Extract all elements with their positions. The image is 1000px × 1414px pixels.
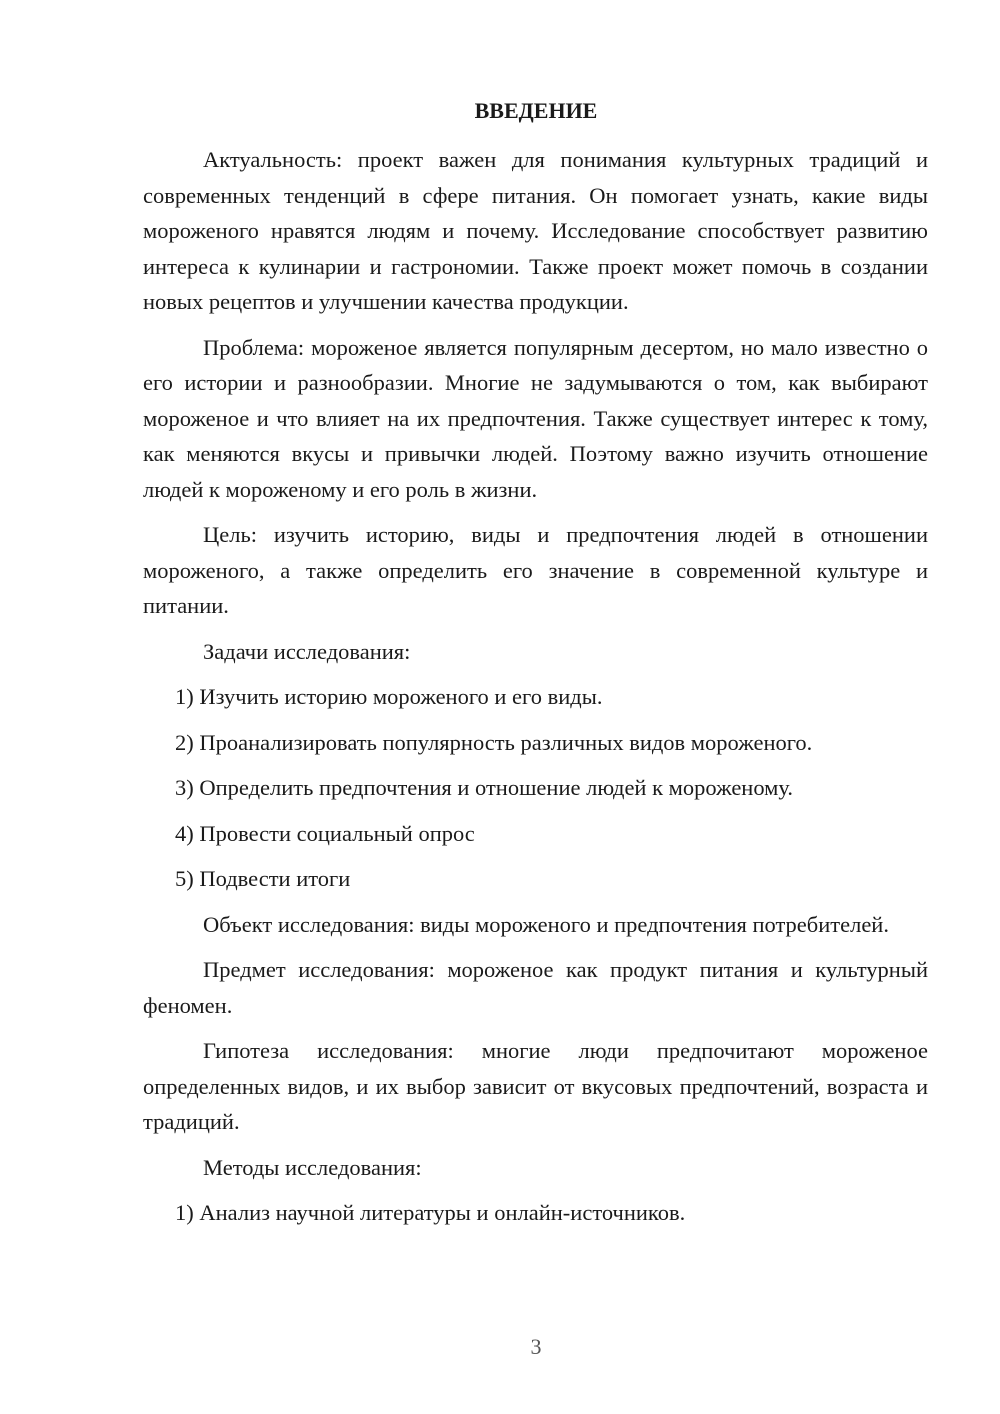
list-item: 3) Определить предпочтения и отношение людей к мороженому. — [175, 775, 794, 800]
methods-heading: Методы исследования: — [203, 1154, 422, 1180]
tasks-heading: Задачи исследования: — [203, 638, 411, 664]
methods-list — [143, 1195, 928, 1231]
subject-paragraph: Предмет исследования: мороженое как продукт питания и культурный феномен. — [143, 957, 928, 1018]
document-body — [143, 142, 928, 1241]
list-item: 4) Провести социальный опрос — [175, 820, 475, 846]
list-item: 2) Проанализировать популярность различных видов мороженого. — [175, 729, 813, 755]
list-item: 5) Подвести итоги — [175, 866, 351, 891]
page-number: 3 — [530, 1334, 542, 1359]
hypothesis-paragraph: Гипотеза исследования: многие люди предпочитают мороженое определенных видов, и их выбор зависит от вкусовых предпочтений, возраста и традиций. — [143, 1038, 928, 1134]
relevance-paragraph: Актуальность: проект важен для понимания культурных традиций и современных тенденций в сфере питания. Он помогает узнать, какие виды мороженого нравятся людям и почему. Исследование способствует развитию интереса к кулинарии и гастрономии. Также проект может помочь в создании новых рецептов и улучшении качества продукции. — [143, 147, 928, 314]
goal-paragraph: Цель: изучить историю, виды и предпочтения людей в отношении мороженого, а также определить его значение в современной культуре и питании. — [143, 522, 928, 618]
section-heading: ВВЕДЕНИЕ — [474, 98, 598, 123]
list-item: 1) Изучить историю мороженого и его виды. — [175, 684, 603, 709]
list-item: 1) Анализ научной литературы и онлайн-источников. — [175, 1200, 686, 1225]
tasks-list — [143, 679, 928, 897]
problem-paragraph: Проблема: мороженое является популярным десертом, но мало известно о его истории и разнообразии. Многие не задумываются о том, как выбирают мороженое и что влияет на их предпочтения. Также существует интерес к тому, как меняются вкусы и привычки людей. Поэтому важно изучить отношение людей к мороженому и его роль в жизни. — [143, 334, 928, 502]
object-paragraph: Объект исследования: виды мороженого и предпочтения потребителей. — [203, 911, 889, 937]
